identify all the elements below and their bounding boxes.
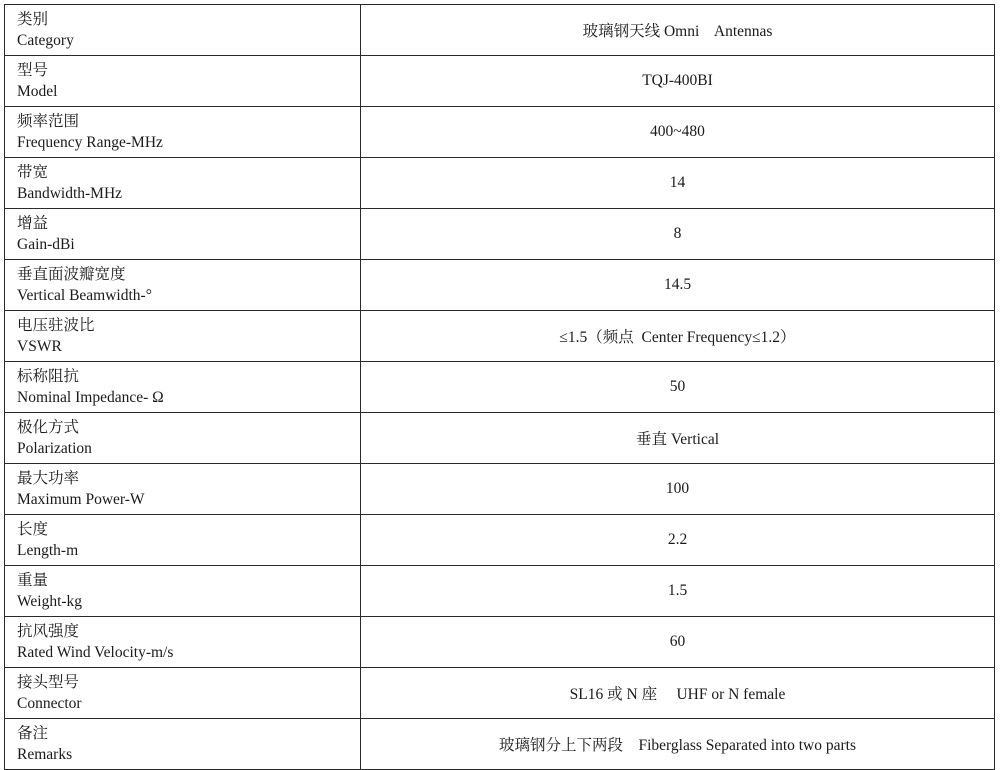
spec-value: 60 <box>361 617 995 668</box>
spec-label-zh: 频率范围 <box>17 113 80 130</box>
spec-value: 400~480 <box>361 107 995 158</box>
spec-label-en: Vertical Beamwidth-° <box>17 287 152 304</box>
spec-row-length <box>5 515 995 566</box>
spec-row-vertical-beamwidth <box>5 260 995 311</box>
spec-label <box>5 515 361 566</box>
spec-row-bandwidth <box>5 158 995 209</box>
spec-label <box>5 56 361 107</box>
spec-label-en: Category <box>17 32 74 49</box>
spec-row-weight <box>5 566 995 617</box>
spec-value: 2.2 <box>361 515 995 566</box>
spec-row-maximum-power <box>5 464 995 515</box>
spec-label-zh: 抗风强度 <box>17 623 80 640</box>
spec-label-en: Connector <box>17 695 82 712</box>
spec-label-zh: 电压驻波比 <box>17 317 95 334</box>
spec-label-zh: 垂直面波瓣宽度 <box>17 266 126 283</box>
spec-label-zh: 带宽 <box>17 164 49 181</box>
spec-row-nominal-impedance <box>5 362 995 413</box>
spec-label <box>5 719 361 770</box>
spec-value: TQJ-400BI <box>361 56 995 107</box>
spec-label-zh: 类别 <box>17 11 49 28</box>
spec-label <box>5 566 361 617</box>
spec-label <box>5 260 361 311</box>
spec-label-en: VSWR <box>17 338 62 355</box>
spec-value: 8 <box>361 209 995 260</box>
spec-label <box>5 158 361 209</box>
spec-label-zh: 极化方式 <box>17 419 80 436</box>
spec-label-en: Rated Wind Velocity-m/s <box>17 644 174 661</box>
spec-row-vswr <box>5 311 995 362</box>
spec-label-en: Weight-kg <box>17 593 83 610</box>
spec-label-zh: 标称阻抗 <box>17 368 80 385</box>
spec-label-zh: 接头型号 <box>17 674 80 691</box>
spec-label-en: Remarks <box>17 746 73 763</box>
spec-row-frequency-range <box>5 107 995 158</box>
spec-row-remarks <box>5 719 995 770</box>
spec-value: 玻璃钢分上下两段 Fiberglass Separated into two parts <box>361 719 995 770</box>
spec-label <box>5 209 361 260</box>
spec-value: 14.5 <box>361 260 995 311</box>
spec-label-en: Maximum Power-W <box>17 491 145 508</box>
spec-value: 玻璃钢天线 Omni Antennas <box>361 5 995 56</box>
spec-label <box>5 617 361 668</box>
spec-value: 垂直 Vertical <box>361 413 995 464</box>
spec-value: SL16 或 N 座 UHF or N female <box>361 668 995 719</box>
spec-label-zh: 增益 <box>17 215 49 232</box>
spec-label <box>5 5 361 56</box>
spec-value: ≤1.5（频点 Center Frequency≤1.2） <box>361 311 995 362</box>
spec-label <box>5 413 361 464</box>
spec-value: 1.5 <box>361 566 995 617</box>
spec-row-gain <box>5 209 995 260</box>
spec-value: 14 <box>361 158 995 209</box>
spec-label-en: Frequency Range-MHz <box>17 134 163 151</box>
antenna-spec-table <box>4 4 995 770</box>
spec-label <box>5 362 361 413</box>
spec-label-zh: 型号 <box>17 62 49 79</box>
spec-label-en: Length-m <box>17 542 79 559</box>
spec-label-zh: 重量 <box>17 572 49 589</box>
spec-value: 100 <box>361 464 995 515</box>
spec-row-connector <box>5 668 995 719</box>
spec-label <box>5 311 361 362</box>
spec-label-en: Bandwidth-MHz <box>17 185 123 202</box>
spec-label <box>5 464 361 515</box>
spec-label-en: Polarization <box>17 440 92 457</box>
spec-label-en: Nominal Impedance- Ω <box>17 389 164 406</box>
spec-row-rated-wind-velocity <box>5 617 995 668</box>
spec-label <box>5 107 361 158</box>
spec-label-zh: 长度 <box>17 521 49 538</box>
spec-row-category <box>5 5 995 56</box>
spec-label <box>5 668 361 719</box>
spec-row-polarization <box>5 413 995 464</box>
spec-row-model <box>5 56 995 107</box>
spec-label-zh: 最大功率 <box>17 470 80 487</box>
spec-value: 50 <box>361 362 995 413</box>
spec-label-zh: 备注 <box>17 725 49 742</box>
spec-label-en: Gain-dBi <box>17 236 75 253</box>
spec-label-en: Model <box>17 83 58 100</box>
